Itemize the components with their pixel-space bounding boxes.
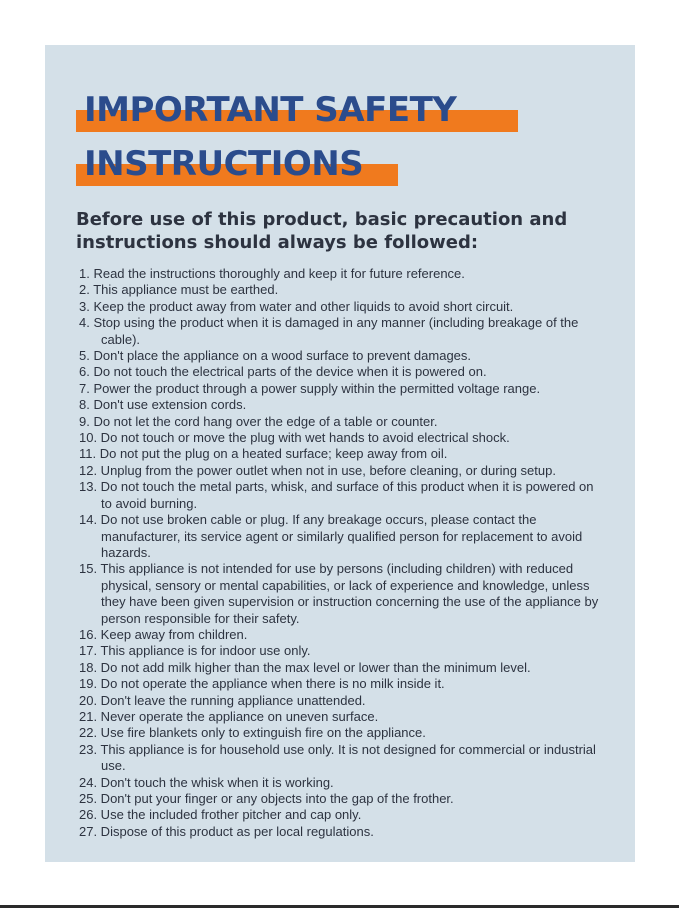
list-item: 1. Read the instructions thoroughly and keep it for future reference. — [79, 266, 465, 281]
page-title-line-2 — [76, 142, 363, 186]
list-item: 11. Do not put the plug on a heated surface; keep away from oil. — [79, 446, 448, 462]
list-item: 18. Do not add milk higher than the max level or lower than the minimum level. — [79, 659, 531, 675]
list-item: 3. Keep the product away from water and other liquids to avoid short circuit. — [79, 298, 514, 314]
list-item: 12. Unplug from the power outlet when not in use, before cleaning, or during setup. — [79, 462, 556, 478]
list-item: 19. Do not operate the appliance when there is no milk inside it. — [79, 676, 445, 692]
list-item: 4. Stop using the product when it is damaged in any manner (including breakage of the cable). — [79, 315, 579, 347]
title-text: INSTRUCTIONS — [84, 144, 364, 184]
list-item: 15. This appliance is not intended for use by persons (including children) with reduced physical, sensory or mental capabilities, or lack of experience and knowledge, unless they have been given supervision or instruction concerning the use of the appliance by person responsible for their safety. — [79, 561, 599, 626]
list-item: 16. Keep away from children. — [79, 626, 248, 642]
list-item: 9. Do not let the cord hang over the edge of a table or counter. — [79, 413, 438, 429]
list-item: 5. Don't place the appliance on a wood surface to prevent damages. — [79, 348, 472, 364]
page-title-line-1 — [76, 88, 456, 132]
list-item: 20. Don't leave the running appliance unattended. — [79, 692, 366, 708]
subtitle: Before use of this product, basic precaution and instructions should always be followed: — [76, 209, 568, 253]
instruction-list — [79, 266, 604, 840]
list-item: 22. Use fire blankets only to extinguish fire on the appliance. — [79, 725, 426, 741]
list-item: 13. Do not touch the metal parts, whisk, and surface of this product when it is powered on to avoid burning. — [79, 479, 594, 511]
list-item: 8. Don't use extension cords. — [79, 397, 247, 413]
list-item: 27. Dispose of this product as per local regulations. — [79, 823, 374, 839]
list-item: 21. Never operate the appliance on uneven surface. — [79, 708, 379, 724]
list-item: 10. Do not touch or move the plug with wet hands to avoid electrical shock. — [79, 430, 510, 446]
list-item: 25. Don't put your finger or any objects into the gap of the frother. — [79, 791, 454, 806]
list-item: 14. Do not use broken cable or plug. If any breakage occurs, please contact the manufacturer, its service agent or similarly qualified person for replacement to avoid hazards. — [79, 512, 583, 560]
list-item: 26. Use the included frother pitcher and cap only. — [79, 807, 362, 823]
list-item: 23. This appliance is for household use only. It is not designed for commercial or industrial use. — [79, 741, 596, 774]
list-item: 24. Don't touch the whisk when it is working. — [79, 774, 334, 790]
list-item: 7. Power the product through a power supply within the permitted voltage range. — [79, 380, 541, 396]
list-item: 6. Do not touch the electrical parts of the device when it is powered on. — [79, 364, 487, 380]
title-text: IMPORTANT SAFETY — [84, 90, 457, 130]
list-item: 2. This appliance must be earthed. — [79, 282, 279, 298]
list-item: 17. This appliance is for indoor use only. — [79, 643, 311, 659]
